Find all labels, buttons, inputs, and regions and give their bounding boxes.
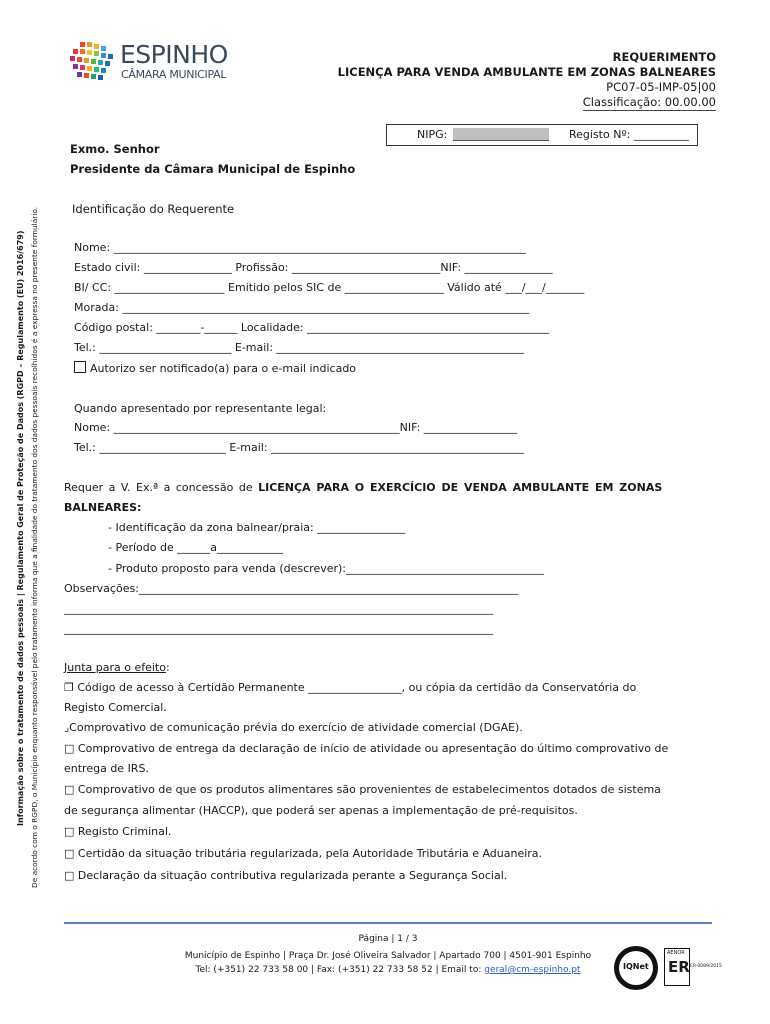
- representative-name-field[interactable]: Nome: ____________________________________________________NIF: _________________: [74, 421, 518, 434]
- request-product-field[interactable]: - Produto proposto para venda (descrever):____________________________________: [108, 562, 545, 575]
- attachment-item-4[interactable]: [64, 783, 661, 796]
- checkbox-icon[interactable]: ⌟: [64, 721, 70, 734]
- side-note-title: Informação sobre o tratamento de dados pessoais | Regulamento Geral de Proteção de Dados (RGPD – Regulamento (EU) 2016/679): [16, 230, 25, 826]
- observations-field[interactable]: Observações:_____________________________________________________________________: [64, 582, 519, 595]
- request-intro-text: Requer a V. Ex.ª a concessão de: [64, 481, 259, 494]
- request-intro-bold-2: BALNEARES:: [64, 501, 142, 514]
- requester-civil-status-field[interactable]: Estado civil: ________________ Profissão: ___________________________NIF: ________________: [74, 261, 553, 274]
- attachment-item-6-label: Certidão da situação tributária regularizada, pela Autoridade Tributária e Aduaneira.: [77, 847, 543, 860]
- attachment-item-1[interactable]: [64, 681, 636, 694]
- aenor-certification-seal: [664, 948, 690, 986]
- nipg-label: NIPG:: [417, 128, 448, 141]
- footer-contact-text: Tel: (+351) 22 733 58 00 | Fax: (+351) 22 733 58 52 | Email to:: [195, 965, 485, 975]
- addressee-line-1: Exmo. Senhor: [70, 142, 160, 156]
- attachments-title: [64, 661, 170, 674]
- attachment-item-6[interactable]: [64, 847, 542, 860]
- requester-section-title: Identificação do Requerente: [72, 202, 235, 216]
- requester-postal-field[interactable]: Código postal: ________-______ Localidade: ____________________________________________: [74, 321, 550, 334]
- header-title-1: REQUERIMENTO: [612, 50, 716, 64]
- request-intro: [64, 481, 662, 494]
- requester-address-field[interactable]: Morada: __________________________________________________________________________: [74, 301, 530, 314]
- attachment-item-7-label: Declaração da situação contributiva regularizada perante a Segurança Social.: [77, 869, 508, 882]
- checkbox-icon[interactable]: ❐: [64, 681, 74, 694]
- header-code: PC07-05-IMP-05|00: [606, 80, 716, 94]
- attachment-item-3-cont: entrega de IRS.: [64, 762, 149, 775]
- checkbox-icon[interactable]: □: [64, 783, 75, 796]
- iqnet-label: IQNet: [623, 962, 649, 971]
- attachment-item-1-label: Código de acesso à Certidão Permanente _________________, ou cópia da certidão da Conservatória do: [77, 681, 637, 694]
- attachment-item-2[interactable]: [64, 721, 523, 734]
- authorize-email-option[interactable]: [74, 361, 356, 375]
- authorize-checkbox[interactable]: [74, 361, 86, 373]
- attachment-item-2-label: Comprovativo de comunicação prévia do exercício de atividade comercial (DGAE).: [69, 721, 523, 734]
- authorize-label: Autorizo ser notificado(a) para o e-mail indicado: [90, 362, 357, 375]
- attachment-item-5[interactable]: [64, 825, 171, 838]
- attachment-item-3-label: Comprovativo de entrega da declaração de início de atividade ou apresentação do último comprovativo de: [77, 742, 669, 755]
- attachment-item-5-label: Registo Criminal.: [77, 825, 172, 838]
- request-beach-zone-field[interactable]: - Identificação da zona balnear/praia: ________________: [108, 521, 406, 534]
- attachment-item-4-label: Comprovativo de que os produtos alimentares são provenientes de estabelecimentos dotados de sistema: [77, 783, 661, 796]
- side-note-body: De acordo com o RGPD, o Município enquanto responsável pelo tratamento informa que a finalidade do tratamento dos dados pessoais recolhidos é a expressa no presente formulário.: [30, 206, 39, 888]
- representative-title: Quando apresentado por representante legal:: [74, 402, 327, 415]
- requester-name-field[interactable]: Nome: ___________________________________________________________________________: [74, 241, 527, 254]
- nipg-field[interactable]: [453, 128, 549, 141]
- checkbox-icon[interactable]: □: [64, 742, 75, 755]
- aenor-code: ER-0089/2015: [690, 964, 722, 969]
- attachments-colon: :: [165, 661, 170, 674]
- aenor-label: AENOR: [667, 950, 685, 956]
- registry-box: [386, 124, 698, 146]
- footer-address: Município de Espinho | Praça Dr. José Oliveira Salvador | Apartado 700 | 4501-901 Espinho: [184, 951, 592, 961]
- header-title-2: LICENÇA PARA VENDA AMBULANTE EM ZONAS BALNEARES: [337, 65, 716, 79]
- footer-email-link[interactable]: geral@cm-espinho.pt: [484, 965, 581, 975]
- attachment-item-4-cont: de segurança alimentar (HACCP), que poderá ser apenas a implementação de pré-requisitos.: [64, 804, 578, 817]
- logo-name: ESPINHO: [120, 40, 228, 69]
- request-period-field[interactable]: - Período de ______a____________: [108, 541, 283, 554]
- checkbox-icon[interactable]: □: [64, 847, 75, 860]
- checkbox-icon[interactable]: □: [64, 869, 75, 882]
- iqnet-certification-seal: [614, 946, 658, 990]
- attachment-item-1-cont: Registo Comercial.: [64, 701, 167, 714]
- logo-subtitle: CÂMARA MUNICIPAL: [121, 68, 227, 81]
- checkbox-icon[interactable]: □: [64, 825, 75, 838]
- representative-phone-field[interactable]: Tel.: _______________________ E-mail: ______________________________________________: [74, 441, 525, 454]
- document-header: [338, 50, 716, 111]
- request-intro-bold: LICENÇA PARA O EXERCÍCIO DE VENDA AMBULANTE EM ZONAS: [258, 481, 663, 494]
- aenor-er-mark: ER: [668, 958, 690, 976]
- attachment-item-7[interactable]: [64, 869, 507, 882]
- observations-line-3[interactable]: ______________________________________________________________________________: [64, 622, 493, 635]
- registo-label: Registo Nº: __________: [569, 128, 689, 141]
- footer-divider: [64, 922, 712, 924]
- requester-id-field[interactable]: BI/ CC: ____________________ Emitido pelos SIC de __________________ Válido até ___/___/_______: [74, 281, 585, 294]
- page-number: Página | 1 / 3: [358, 934, 418, 944]
- espinho-logo-icon: [70, 42, 116, 82]
- attachments-title-text: Junta para o efeito: [64, 661, 166, 674]
- attachment-item-3[interactable]: [64, 742, 668, 755]
- observations-line-2[interactable]: ______________________________________________________________________________: [64, 602, 493, 615]
- requester-phone-field[interactable]: Tel.: ________________________ E-mail: _____________________________________________: [74, 341, 525, 354]
- addressee-line-2: Presidente da Câmara Municipal de Espinho: [70, 162, 356, 176]
- header-classification: Classificação: 00.00.00: [582, 95, 716, 109]
